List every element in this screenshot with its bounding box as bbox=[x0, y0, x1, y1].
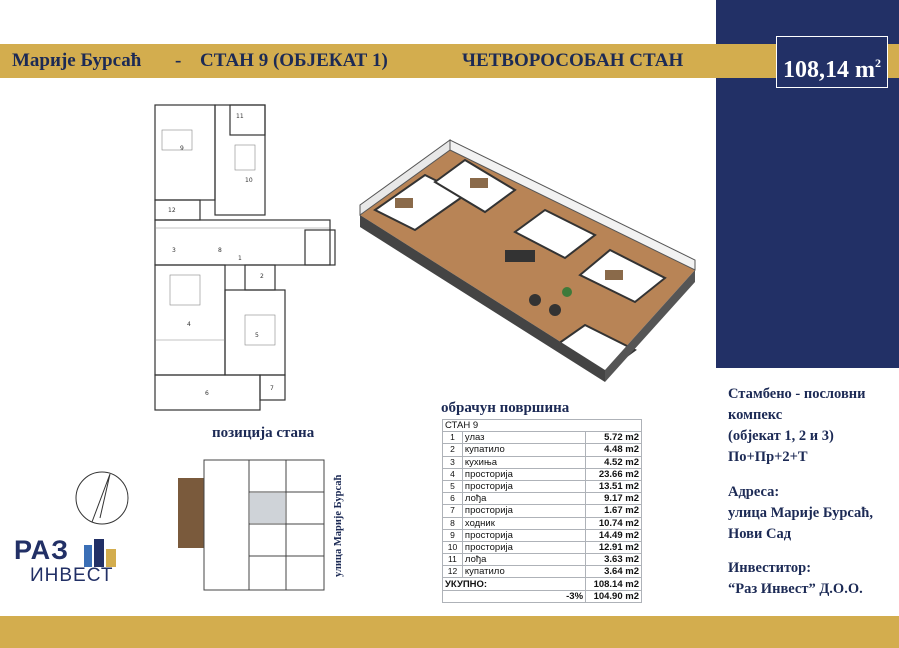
room-name: лођа bbox=[462, 554, 585, 566]
table-row bbox=[443, 541, 642, 553]
room-area: 3.64 m2 bbox=[586, 566, 642, 578]
apartment-type: ЧЕТВОРОСОБАН СТАН bbox=[462, 50, 684, 71]
row-number: 4 bbox=[443, 468, 463, 480]
table-row bbox=[443, 566, 642, 578]
row-number: 1 bbox=[443, 432, 463, 444]
room-name: ходник bbox=[462, 517, 585, 529]
row-number: 7 bbox=[443, 505, 463, 517]
plan-label-12: 12 bbox=[168, 207, 176, 214]
room-name: просторија bbox=[462, 541, 585, 553]
reduced-label: -3% bbox=[443, 590, 586, 602]
room-area: 9.17 m2 bbox=[586, 493, 642, 505]
room-area: 14.49 m2 bbox=[586, 529, 642, 541]
row-number: 3 bbox=[443, 456, 463, 468]
table-row bbox=[443, 493, 642, 505]
room-area: 1.67 m2 bbox=[586, 505, 642, 517]
plan-label-11: 11 bbox=[236, 113, 244, 120]
apartment-title: СТАН 9 (ОБЈЕКАТ 1) bbox=[200, 50, 388, 71]
room-name: купатило bbox=[462, 444, 585, 456]
row-number: 12 bbox=[443, 566, 463, 578]
area-table-title: обрачун површина bbox=[441, 400, 570, 416]
room-name: лођа bbox=[462, 493, 585, 505]
logo-invest-text: ИНВЕСТ bbox=[30, 565, 114, 586]
room-area: 23.66 m2 bbox=[586, 468, 642, 480]
row-number: 5 bbox=[443, 480, 463, 492]
room-name: просторија bbox=[462, 480, 585, 492]
north-arrow-icon bbox=[72, 468, 132, 528]
table-row bbox=[443, 468, 642, 480]
room-name: улаз bbox=[462, 432, 585, 444]
title-separator: - bbox=[175, 50, 182, 71]
room-area: 5.72 m2 bbox=[586, 432, 642, 444]
row-number: 11 bbox=[443, 554, 463, 566]
total-value: 108.14 m2 bbox=[586, 578, 642, 590]
plan-label-1: 1 bbox=[238, 255, 242, 262]
area-value: 108,14 m bbox=[783, 57, 875, 83]
table-row bbox=[443, 456, 642, 468]
table-row bbox=[443, 554, 642, 566]
table-row bbox=[443, 529, 642, 541]
complex-info: Стамбено - пословни компекс (објекат 1, 2 и 3) По+Пр+2+Т bbox=[728, 386, 866, 465]
table-row bbox=[443, 517, 642, 529]
reduced-value: 104.90 m2 bbox=[586, 590, 642, 602]
table-row bbox=[443, 480, 642, 492]
logo-building-icon bbox=[82, 537, 120, 567]
row-number: 9 bbox=[443, 529, 463, 541]
room-name: просторија bbox=[462, 529, 585, 541]
plan-label-6: 6 bbox=[205, 390, 209, 397]
row-number: 2 bbox=[443, 444, 463, 456]
room-area: 4.52 m2 bbox=[586, 456, 642, 468]
plan-label-2: 2 bbox=[260, 273, 264, 280]
table-total-row bbox=[443, 578, 642, 590]
plan-label-7: 7 bbox=[270, 385, 274, 392]
street-vertical-label: улица Марије Бурсаћ bbox=[333, 474, 344, 578]
footer-band bbox=[0, 616, 899, 648]
area-badge bbox=[776, 36, 888, 88]
row-number: 6 bbox=[443, 493, 463, 505]
street-title: Марије Бурсаћ bbox=[12, 50, 142, 71]
room-area: 13.51 m2 bbox=[586, 480, 642, 492]
address-info: Адреса: улица Марије Бурсаћ, Нови Сад bbox=[728, 484, 873, 542]
table-header-row bbox=[443, 420, 642, 432]
row-number: 10 bbox=[443, 541, 463, 553]
table-row bbox=[443, 432, 642, 444]
room-area: 12.91 m2 bbox=[586, 541, 642, 553]
apartment-3d-render bbox=[355, 120, 705, 390]
table-row bbox=[443, 505, 642, 517]
room-area: 3.63 m2 bbox=[586, 554, 642, 566]
row-number: 8 bbox=[443, 517, 463, 529]
plan-label-4: 4 bbox=[187, 321, 191, 328]
room-area: 4.48 m2 bbox=[586, 444, 642, 456]
room-name: просторија bbox=[462, 468, 585, 480]
plan-label-8: 8 bbox=[218, 247, 222, 254]
situation-plan bbox=[176, 458, 336, 598]
area-unit-sup: 2 bbox=[875, 56, 881, 70]
table-row bbox=[443, 444, 642, 456]
company-logo bbox=[10, 535, 130, 595]
plan-label-5: 5 bbox=[255, 332, 259, 339]
position-label: позиција стана bbox=[212, 425, 315, 441]
plan-label-10: 10 bbox=[245, 177, 253, 184]
room-name: купатило bbox=[462, 566, 585, 578]
room-name: кухиња bbox=[462, 456, 585, 468]
logo-raz-text: РАЗ bbox=[14, 535, 70, 565]
total-label: УКУПНО: bbox=[443, 578, 586, 590]
plan-label-3: 3 bbox=[172, 247, 176, 254]
table-reduced-row bbox=[443, 590, 642, 602]
table-apartment-label: СТАН 9 bbox=[443, 420, 642, 432]
room-name: просторија bbox=[462, 505, 585, 517]
investor-info: Инвеститор: “Раз Инвест” Д.О.О. bbox=[728, 560, 863, 597]
area-table bbox=[442, 419, 642, 603]
plan-label-9: 9 bbox=[180, 145, 184, 152]
floor-plan bbox=[150, 100, 340, 415]
room-area: 10.74 m2 bbox=[586, 517, 642, 529]
